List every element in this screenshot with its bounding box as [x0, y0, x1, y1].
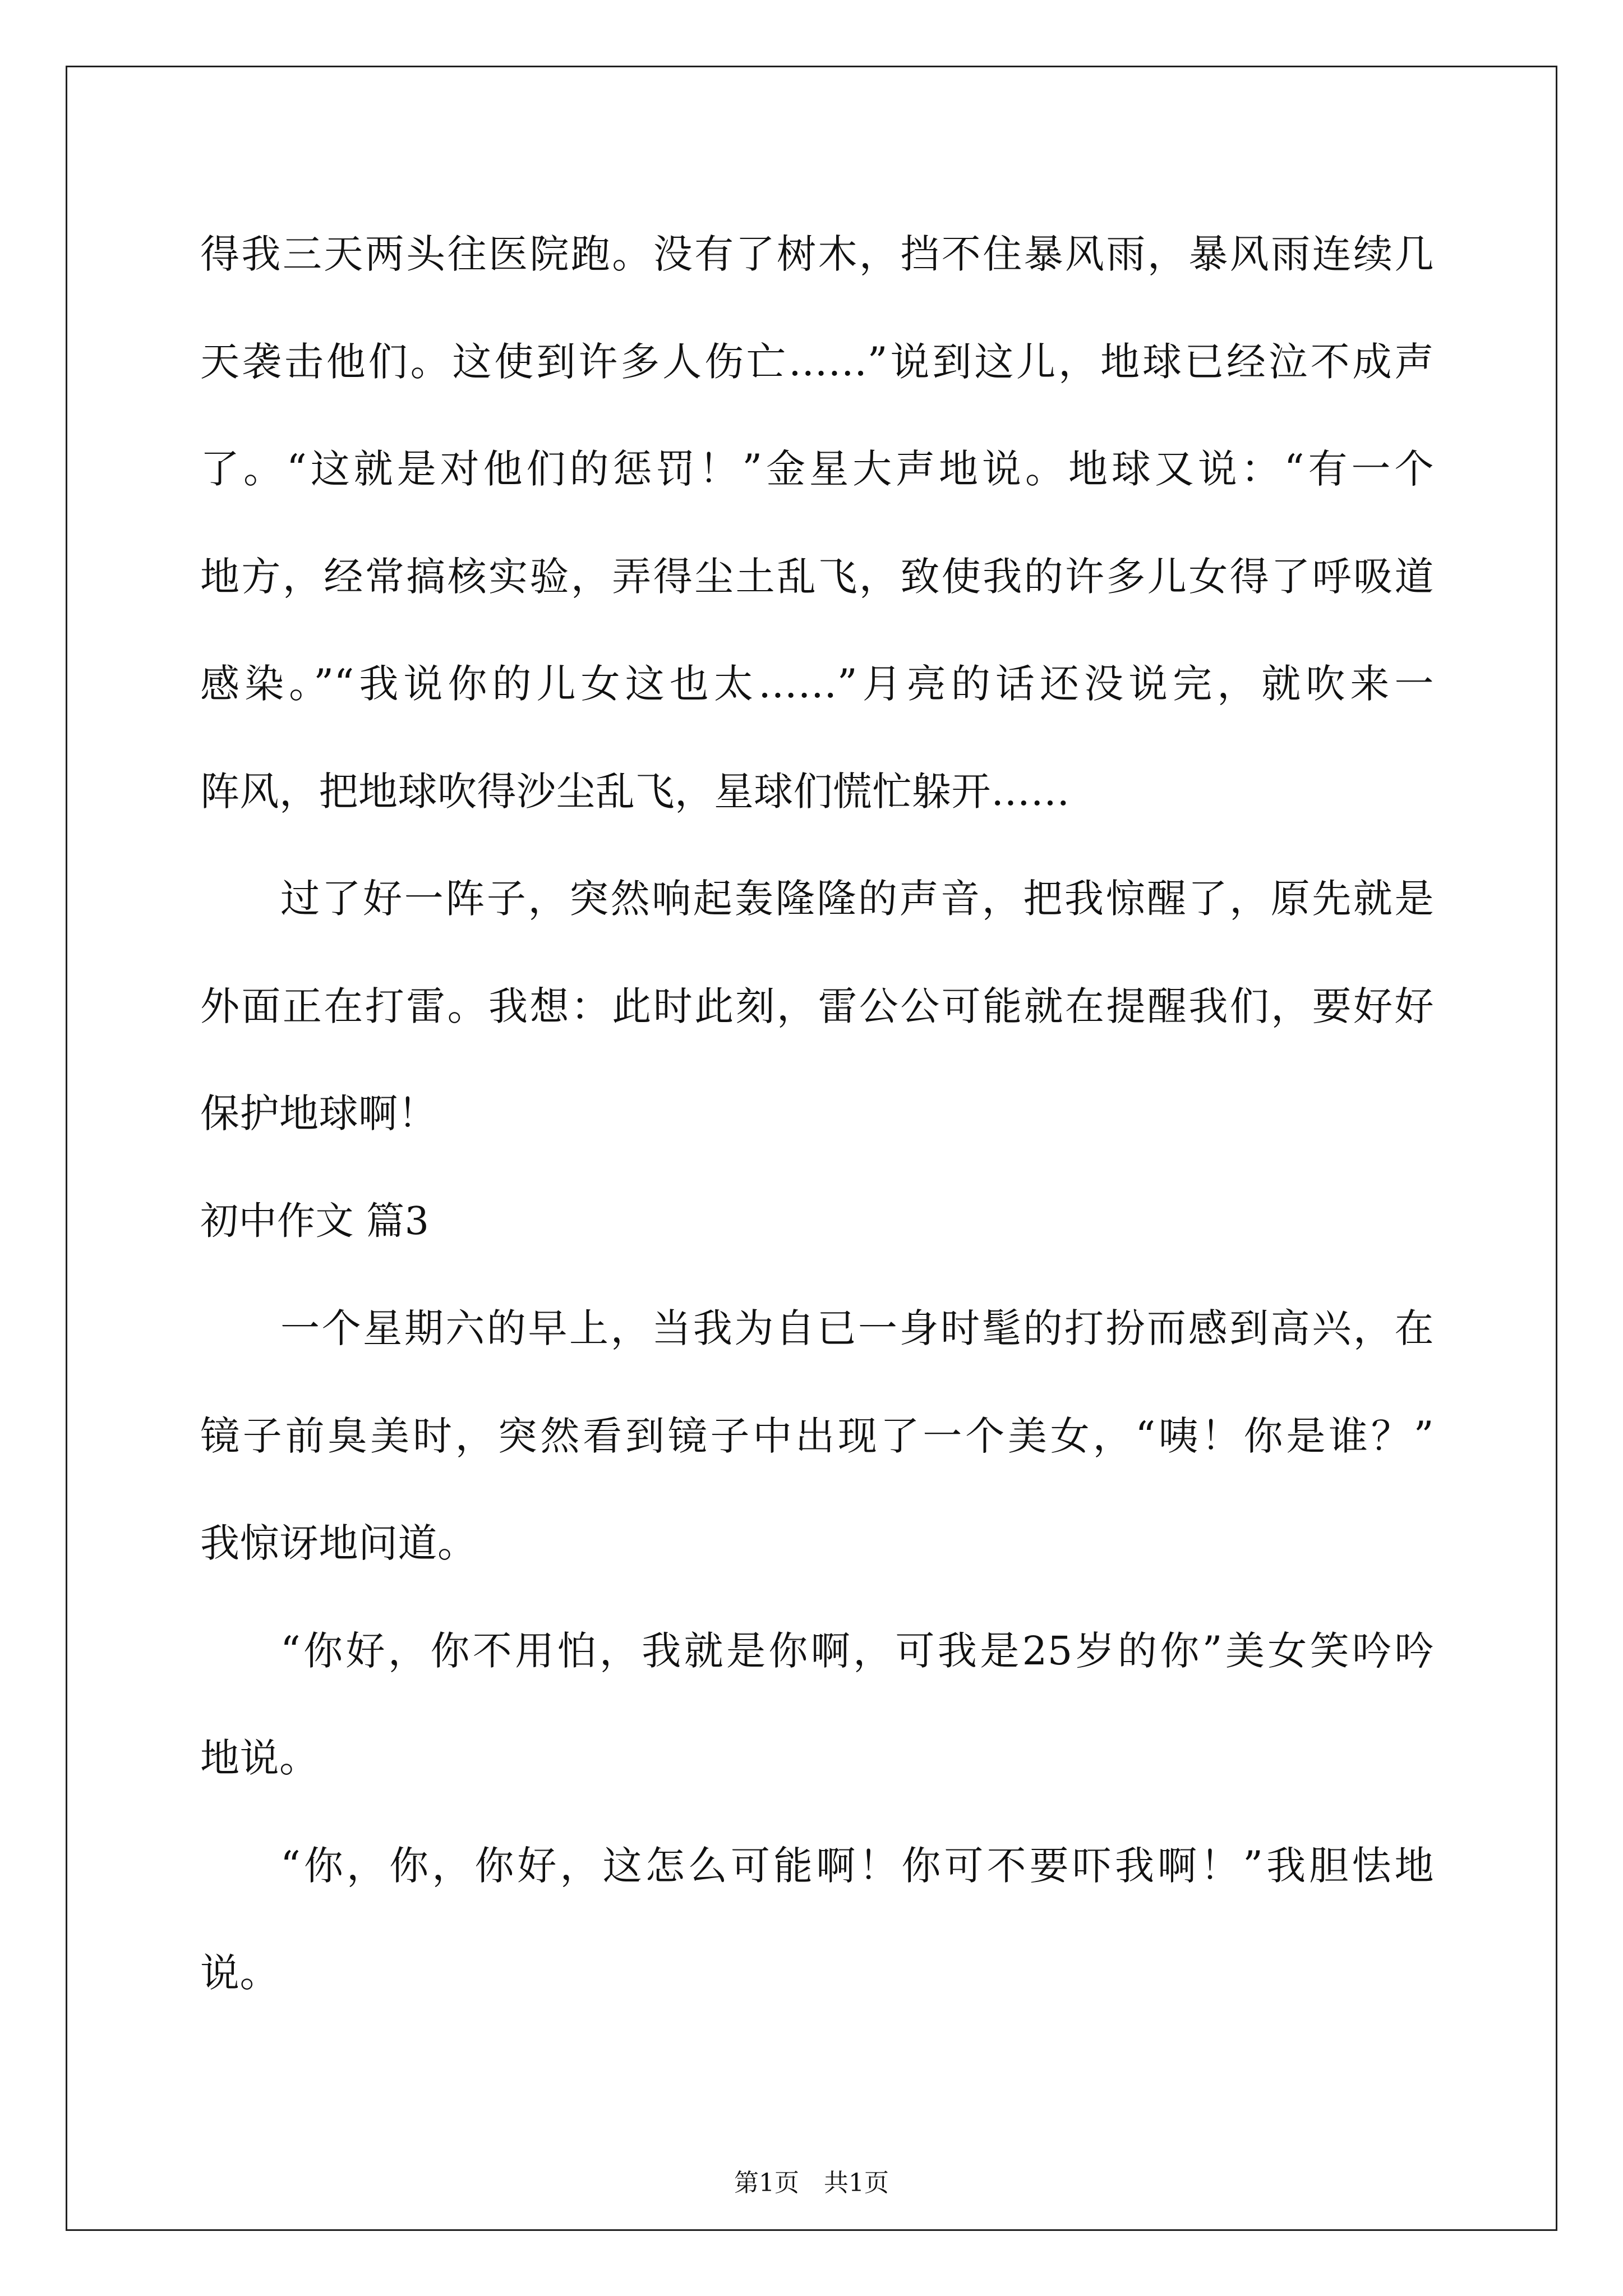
text-line: 我惊讶地问道。: [200, 1520, 477, 1566]
text-line: 天袭击他们。这使到许多人伤亡……”说到这儿，地球已经泣不成声: [200, 338, 1434, 385]
text-line: 外面正在打雷。我想：此时此刻，雷公公可能就在提醒我们，要好好: [200, 983, 1434, 1029]
text-line: 说。: [200, 1950, 279, 1996]
text-line: 了。“这就是对他们的惩罚！”金星大声地说。地球又说：“有一个: [200, 446, 1434, 492]
text-line: 感染。”“我说你的儿女这也太……”月亮的话还没说完，就吹来一: [200, 661, 1434, 707]
text-line: “你好，你不用怕，我就是你啊，可我是25岁的你”美女笑吟吟: [280, 1627, 1434, 1674]
text-line: 得我三天两头往医院跑。没有了树木，挡不住暴风雨，暴风雨连续几: [200, 231, 1434, 277]
text-line: 镜子前臭美时，突然看到镜子中出现了一个美女，“咦！你是谁？”: [200, 1412, 1434, 1459]
text-line: 地说。: [200, 1735, 319, 1781]
text-line: “你，你，你好，这怎么可能啊！你可不要吓我啊！”我胆怯地: [280, 1842, 1434, 1889]
section-heading: 初中作文 篇3: [200, 1199, 430, 1244]
text-line: 保护地球啊！: [200, 1091, 437, 1137]
page-footer: [0, 2166, 1623, 2200]
text-line: 一个星期六的早上，当我为自已一身时髦的打扮而感到高兴，在: [280, 1305, 1434, 1351]
text-line: 阵风，把地球吹得沙尘乱飞，星球们慌忙躲开……: [200, 768, 1070, 815]
page-number: 第1页 共1页: [734, 2169, 889, 2197]
document-body: [200, 201, 1434, 2027]
text-line: 过了好一阵子，突然响起轰隆隆的声音，把我惊醒了，原先就是: [280, 876, 1434, 922]
text-line: 地方，经常搞核实验，弄得尘土乱飞，致使我的许多儿女得了呼吸道: [200, 553, 1434, 600]
